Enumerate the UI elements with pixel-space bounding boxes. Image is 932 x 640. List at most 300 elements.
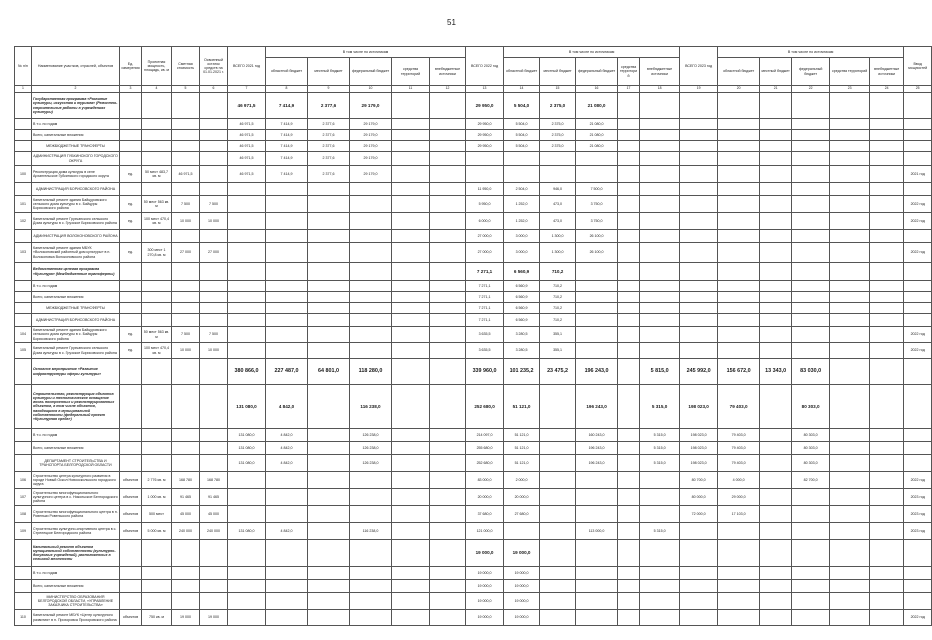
value-cell [430, 523, 466, 540]
table-row [15, 230, 932, 243]
row-number-cell: 107 [15, 489, 32, 506]
value-cell [576, 593, 618, 610]
value-cell [392, 230, 430, 243]
value-cell: 4 842,0 [266, 429, 308, 442]
value-cell [680, 93, 718, 119]
value-cell [640, 196, 680, 213]
value-cell [830, 489, 870, 506]
value-cell: 45 000 [200, 506, 228, 523]
value-cell [576, 610, 618, 626]
value-cell [792, 489, 830, 506]
row-number-cell [15, 119, 32, 130]
value-cell: 2 375,0 [540, 130, 576, 141]
value-cell [870, 119, 904, 130]
value-cell [718, 183, 760, 196]
capacity-cell: 100 мест 470,4 кв. м [142, 343, 172, 359]
value-cell: 19 000,0 [504, 567, 540, 580]
value-cell [640, 506, 680, 523]
value-cell [760, 472, 792, 489]
column-number: 4 [142, 86, 172, 93]
value-cell: 46 971,5 [228, 152, 266, 166]
value-cell [430, 567, 466, 580]
commission-date-cell: 2023 год [904, 523, 932, 540]
header-estimate: Сметная стоимость [172, 47, 200, 86]
value-cell [350, 610, 392, 626]
value-cell [870, 442, 904, 455]
table-row [15, 580, 932, 593]
value-cell: 255 680,0 [466, 442, 504, 455]
object-name-cell: Строительство центра культурного развития в городе Новый Оскол Новооскольского городского округа [32, 472, 120, 489]
value-cell: 196 243,0 [576, 442, 618, 455]
value-cell [618, 119, 640, 130]
value-cell: 7 271,1 [466, 263, 504, 281]
value-cell [308, 489, 350, 506]
value-cell: 473,0 [540, 196, 576, 213]
value-cell [172, 442, 200, 455]
value-cell [308, 327, 350, 343]
row-number-cell: 106 [15, 472, 32, 489]
value-cell [718, 343, 760, 359]
value-cell [760, 213, 792, 230]
capacity-cell [142, 567, 172, 580]
commission-date-cell [904, 93, 932, 119]
object-name-cell: Капитальный ремонт здания Байцуровского сельского дома культуры в с. Байцуры Борисовского района [32, 327, 120, 343]
header-no: № п/п [15, 47, 32, 86]
header-terr-2021: средства территорий [392, 58, 430, 86]
value-cell [680, 141, 718, 152]
value-cell [870, 343, 904, 359]
row-number-cell [15, 567, 32, 580]
value-cell [618, 506, 640, 523]
value-cell [200, 152, 228, 166]
table-row [15, 152, 932, 166]
value-cell: 3 750,0 [576, 213, 618, 230]
value-cell [172, 385, 200, 429]
unit-cell: объектов [120, 610, 142, 626]
value-cell [350, 327, 392, 343]
value-cell: 4 842,0 [266, 442, 308, 455]
value-cell [308, 343, 350, 359]
row-number-cell [15, 93, 32, 119]
value-cell [618, 230, 640, 243]
object-name-cell: Строительство многофункционального центра в п. Ровеньки Ровеньского района [32, 506, 120, 523]
value-cell: 10 000 [200, 343, 228, 359]
object-name-cell: Строительство, реконструкция объектов культуры и технологическое оснащение вновь построенных и реконструированных объектов, в том числе объектов, находящихся в муниципальной собственности (федеральный проект «Культурная среда») [32, 385, 120, 429]
value-cell: 5 315,0 [640, 385, 680, 429]
value-cell [830, 281, 870, 292]
value-cell [830, 472, 870, 489]
capacity-cell [142, 183, 172, 196]
value-cell [540, 540, 576, 567]
table-row [15, 263, 932, 281]
value-cell: 156 672,0 [718, 359, 760, 385]
value-cell [392, 303, 430, 314]
value-cell [392, 610, 430, 626]
row-number-cell: 102 [15, 213, 32, 230]
unit-cell [120, 314, 142, 327]
object-name-cell: АДМИНИСТРАЦИЯ БОРИСОВСКОГО РАЙОНА [32, 314, 120, 327]
value-cell [576, 152, 618, 166]
value-cell [618, 359, 640, 385]
value-cell [760, 196, 792, 213]
value-cell [640, 327, 680, 343]
value-cell: 5 504,0 [504, 93, 540, 119]
value-cell [430, 385, 466, 429]
value-cell [266, 281, 308, 292]
value-cell [680, 183, 718, 196]
budget-table [14, 46, 932, 626]
value-cell [870, 93, 904, 119]
capacity-cell [142, 442, 172, 455]
value-cell [680, 230, 718, 243]
value-cell [680, 327, 718, 343]
value-cell [172, 130, 200, 141]
value-cell [830, 567, 870, 580]
header-fed-2022: федеральный бюджет [576, 58, 618, 86]
value-cell [430, 292, 466, 303]
value-cell: 27 000 [200, 243, 228, 263]
value-cell [200, 141, 228, 152]
capacity-cell [142, 141, 172, 152]
value-cell: 21 080,0 [576, 141, 618, 152]
value-cell [200, 429, 228, 442]
header-unit: Ед. измерения [120, 47, 142, 86]
value-cell [870, 580, 904, 593]
value-cell [228, 183, 266, 196]
value-cell: 26 100,0 [576, 243, 618, 263]
value-cell [266, 292, 308, 303]
unit-cell [120, 303, 142, 314]
object-name-cell: В т.ч. по годам [32, 567, 120, 580]
column-number: 7 [228, 86, 266, 93]
value-cell: 7 414,9 [266, 166, 308, 183]
value-cell [392, 472, 430, 489]
value-cell [830, 141, 870, 152]
value-cell: 10 000 [200, 213, 228, 230]
value-cell [618, 166, 640, 183]
value-cell: 1 300,0 [540, 243, 576, 263]
table-row [15, 327, 932, 343]
unit-cell: ед. [120, 196, 142, 213]
table-row [15, 540, 932, 567]
commission-date-cell [904, 263, 932, 281]
value-cell [792, 303, 830, 314]
value-cell: 946,0 [540, 183, 576, 196]
value-cell [760, 442, 792, 455]
value-cell: 80 303,0 [792, 385, 830, 429]
value-cell [618, 243, 640, 263]
value-cell: 26 100,0 [576, 230, 618, 243]
value-cell [680, 303, 718, 314]
value-cell [200, 385, 228, 429]
value-cell [870, 230, 904, 243]
value-cell [760, 130, 792, 141]
value-cell: 51 121,0 [504, 385, 540, 429]
value-cell: 80 303,0 [792, 442, 830, 455]
value-cell: 380 866,0 [228, 359, 266, 385]
value-cell: 6 000,0 [466, 213, 504, 230]
value-cell: 29 000,0 [718, 489, 760, 506]
value-cell: 72 000,0 [680, 506, 718, 523]
value-cell [718, 230, 760, 243]
value-cell [618, 593, 640, 610]
value-cell [830, 442, 870, 455]
value-cell: 19 000,0 [504, 610, 540, 626]
row-number-cell [15, 429, 32, 442]
object-name-cell: Всего, капитальные вложения [32, 292, 120, 303]
value-cell [228, 230, 266, 243]
value-cell [200, 281, 228, 292]
value-cell [200, 442, 228, 455]
value-cell [680, 292, 718, 303]
value-cell [430, 130, 466, 141]
column-number: 2 [32, 86, 120, 93]
value-cell [640, 593, 680, 610]
value-cell [830, 152, 870, 166]
value-cell: 5 315,0 [640, 429, 680, 442]
value-cell [618, 141, 640, 152]
row-number-cell [15, 455, 32, 472]
column-numbers-row [15, 86, 932, 93]
value-cell [718, 93, 760, 119]
unit-cell [120, 385, 142, 429]
value-cell [392, 343, 430, 359]
value-cell: 5 315,0 [640, 455, 680, 472]
value-cell [466, 166, 504, 183]
value-cell [392, 540, 430, 567]
unit-cell [120, 141, 142, 152]
value-cell [870, 359, 904, 385]
value-cell [792, 213, 830, 230]
value-cell [430, 303, 466, 314]
value-cell [540, 385, 576, 429]
table-row [15, 303, 932, 314]
value-cell [172, 93, 200, 119]
value-cell [618, 213, 640, 230]
value-cell [830, 343, 870, 359]
value-cell: 19 000,0 [466, 580, 504, 593]
value-cell [640, 230, 680, 243]
header-group-2023: В том числе по источникам [718, 47, 904, 58]
value-cell: 168 780 [200, 472, 228, 489]
value-cell: 116 238,0 [350, 523, 392, 540]
value-cell [618, 183, 640, 196]
commission-date-cell [904, 580, 932, 593]
value-cell [266, 314, 308, 327]
value-cell [430, 359, 466, 385]
commission-date-cell [904, 130, 932, 141]
value-cell: 27 680,0 [504, 506, 540, 523]
value-cell [870, 385, 904, 429]
value-cell [618, 196, 640, 213]
row-number-cell [15, 230, 32, 243]
value-cell [718, 263, 760, 281]
value-cell [430, 472, 466, 489]
object-name-cell: Всего, капитальные вложения [32, 580, 120, 593]
value-cell [640, 243, 680, 263]
value-cell [760, 567, 792, 580]
value-cell [540, 442, 576, 455]
value-cell: 198 023,0 [680, 385, 718, 429]
column-number: 23 [830, 86, 870, 93]
value-cell: 29 179,0 [350, 130, 392, 141]
value-cell [266, 506, 308, 523]
capacity-cell [142, 429, 172, 442]
value-cell: 23 475,2 [540, 359, 576, 385]
value-cell [172, 580, 200, 593]
value-cell [680, 281, 718, 292]
value-cell [760, 263, 792, 281]
value-cell [640, 281, 680, 292]
value-cell [392, 243, 430, 263]
value-cell [350, 567, 392, 580]
value-cell [718, 327, 760, 343]
column-number: 16 [576, 86, 618, 93]
value-cell [540, 472, 576, 489]
capacity-cell: 50 мест 483,7 кв. м [142, 166, 172, 183]
row-number-cell [15, 292, 32, 303]
row-number-cell: 103 [15, 243, 32, 263]
value-cell [640, 93, 680, 119]
row-number-cell [15, 442, 32, 455]
value-cell [308, 292, 350, 303]
unit-cell: объектов [120, 472, 142, 489]
value-cell [228, 263, 266, 281]
capacity-cell [142, 455, 172, 472]
value-cell: 46 971,5 [228, 130, 266, 141]
value-cell [830, 166, 870, 183]
commission-date-cell [904, 119, 932, 130]
value-cell [718, 243, 760, 263]
object-name-cell: Капитальный ремонт здания МБУК «Волоконовский районный дом культуры» в п. Волоконовка Волоконовского района [32, 243, 120, 263]
value-cell [718, 523, 760, 540]
header-local-2021: местный бюджет [308, 58, 350, 86]
value-cell [228, 489, 266, 506]
value-cell [308, 263, 350, 281]
value-cell [680, 196, 718, 213]
value-cell [308, 472, 350, 489]
capacity-cell [142, 580, 172, 593]
value-cell [618, 523, 640, 540]
header-total-2023: ВСЕГО 2023 год [680, 47, 718, 86]
page-number: 51 [447, 18, 456, 27]
value-cell [430, 429, 466, 442]
value-cell: 7 414,9 [266, 119, 308, 130]
value-cell [540, 580, 576, 593]
value-cell [680, 580, 718, 593]
value-cell: 7 500 [172, 327, 200, 343]
commission-date-cell [904, 292, 932, 303]
value-cell [172, 183, 200, 196]
value-cell [308, 442, 350, 455]
value-cell: 46 971,5 [228, 166, 266, 183]
value-cell [504, 523, 540, 540]
value-cell: 2 375,0 [540, 141, 576, 152]
value-cell [640, 567, 680, 580]
row-number-cell [15, 263, 32, 281]
value-cell [870, 314, 904, 327]
value-cell [200, 303, 228, 314]
value-cell [792, 243, 830, 263]
value-cell [792, 593, 830, 610]
value-cell [266, 610, 308, 626]
value-cell [576, 327, 618, 343]
value-cell [718, 610, 760, 626]
capacity-cell [142, 263, 172, 281]
value-cell [640, 119, 680, 130]
value-cell [228, 343, 266, 359]
table-body [15, 93, 932, 626]
table-row [15, 243, 932, 263]
value-cell [350, 243, 392, 263]
value-cell [640, 183, 680, 196]
header-funded: Освоенный остаток средств на 01.01.2021 г. [200, 47, 228, 86]
value-cell [792, 327, 830, 343]
value-cell [430, 183, 466, 196]
value-cell [870, 243, 904, 263]
value-cell: 7 500,0 [576, 183, 618, 196]
value-cell [870, 196, 904, 213]
object-name-cell: Капитальный ремонт объектов муниципальной собственности (культурно-досуговых учреждений), расположенных в сельской местности [32, 540, 120, 567]
commission-date-cell: 2022 год [904, 472, 932, 489]
value-cell [640, 141, 680, 152]
value-cell [830, 119, 870, 130]
value-cell [266, 213, 308, 230]
value-cell: 3 000,0 [504, 230, 540, 243]
value-cell [392, 263, 430, 281]
object-name-cell: МЕЖБЮДЖЕТНЫЕ ТРАНСФЕРТЫ [32, 303, 120, 314]
value-cell [830, 292, 870, 303]
value-cell: 80 000,0 [680, 489, 718, 506]
value-cell: 7 414,9 [266, 93, 308, 119]
value-cell [760, 230, 792, 243]
value-cell [266, 593, 308, 610]
value-cell: 131 080,0 [228, 442, 266, 455]
value-cell [792, 152, 830, 166]
value-cell: 168 780 [172, 472, 200, 489]
value-cell: 355,1 [540, 343, 576, 359]
column-number: 9 [308, 86, 350, 93]
value-cell [760, 610, 792, 626]
value-cell [200, 540, 228, 567]
commission-date-cell: 2023 год [904, 489, 932, 506]
header-group-2021: В том числе по источникам [266, 47, 466, 58]
value-cell: 29 179,0 [350, 141, 392, 152]
value-cell [392, 567, 430, 580]
row-number-cell [15, 540, 32, 567]
value-cell [266, 472, 308, 489]
value-cell: 240 000 [172, 523, 200, 540]
unit-cell [120, 230, 142, 243]
value-cell [618, 130, 640, 141]
commission-date-cell: 2023 год [904, 506, 932, 523]
unit-cell [120, 359, 142, 385]
value-cell: 91 465 [200, 489, 228, 506]
value-cell: 3 635,5 [466, 343, 504, 359]
column-number: 12 [430, 86, 466, 93]
value-cell [392, 281, 430, 292]
table-row [15, 119, 932, 130]
value-cell [576, 506, 618, 523]
value-cell [640, 213, 680, 230]
value-cell [618, 472, 640, 489]
value-cell [266, 343, 308, 359]
value-cell [760, 343, 792, 359]
value-cell [308, 610, 350, 626]
value-cell [792, 506, 830, 523]
value-cell [350, 281, 392, 292]
value-cell [760, 166, 792, 183]
